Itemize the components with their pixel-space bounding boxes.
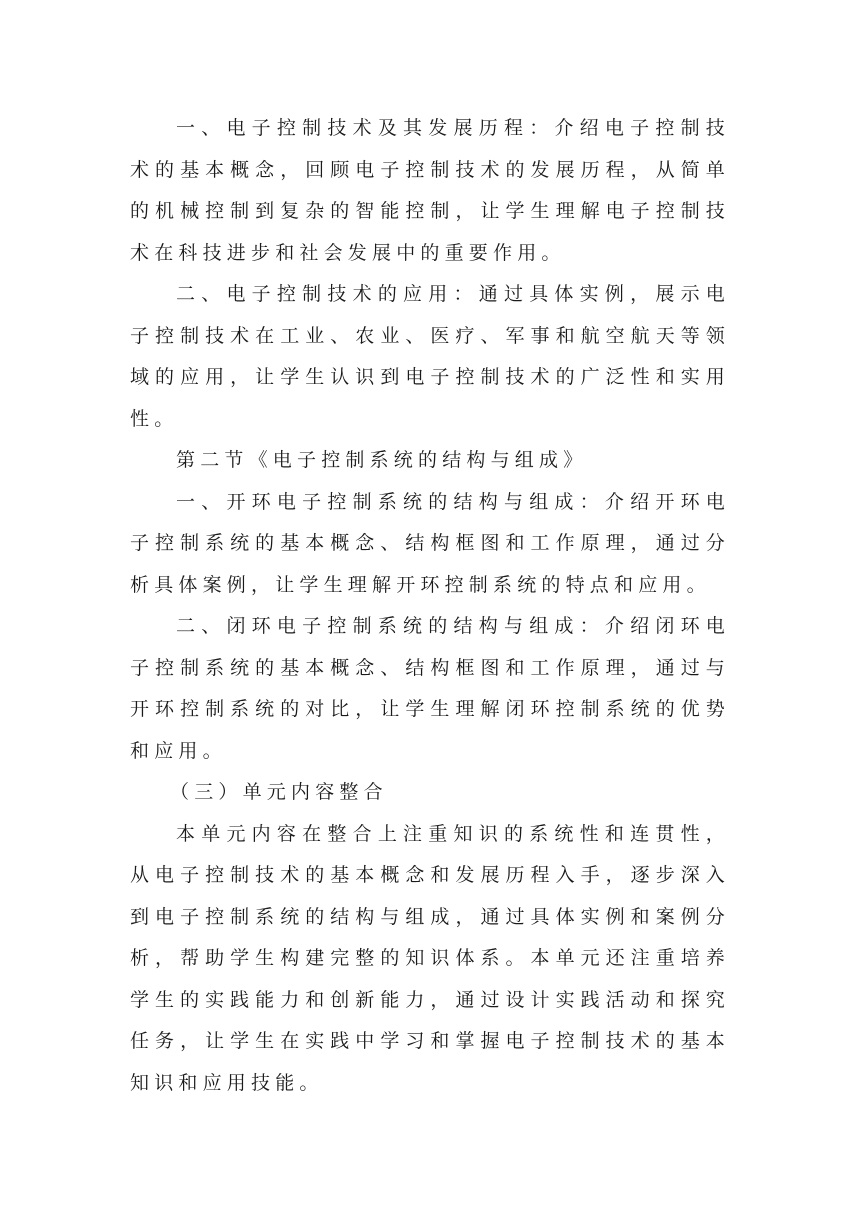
paragraph-open-loop-system: 一、开环电子控制系统的结构与组成：介绍开环电子控制系统的基本概念、结构框图和工作原理，通过分析具体案例，让学生理解开环控制系统的特点和应用。 <box>130 490 730 596</box>
paragraph-unit-integration: 本单元内容在整合上注重知识的系统性和连贯性，从电子控制技术的基本概念和发展历程入手，逐步深入到电子控制系统的结构与组成，通过具体实例和案例分析，帮助学生构建完整的知识体系。本单元还注重培养学生的实践能力和创新能力，通过设计实践活动和探究任务，让学生在实践中学习和掌握电子控制技术的基本知识和应用技能。 <box>130 822 730 1094</box>
section-heading-unit-integration: （三）单元内容整合 <box>170 781 388 803</box>
paragraph-control-tech-applications: 二、电子控制技术的应用：通过具体实例，展示电子控制技术在工业、农业、医疗、军事和航空航天等领域的应用，让学生认识到电子控制技术的广泛性和实用性。 <box>130 283 730 430</box>
section-heading-system-structure: 第二节《电子控制系统的结构与组成》 <box>176 449 588 471</box>
paragraph-control-tech-history: 一、电子控制技术及其发展历程：介绍电子控制技术的基本概念，回顾电子控制技术的发展历程，从简单的机械控制到复杂的智能控制，让学生理解电子控制技术在科技进步和社会发展中的重要作用。 <box>130 117 730 264</box>
paragraph-closed-loop-system: 二、闭环电子控制系统的结构与组成：介绍闭环电子控制系统的基本概念、结构框图和工作原理，通过与开环控制系统的对比，让学生理解闭环控制系统的优势和应用。 <box>130 615 730 762</box>
document-body <box>130 108 730 1104</box>
